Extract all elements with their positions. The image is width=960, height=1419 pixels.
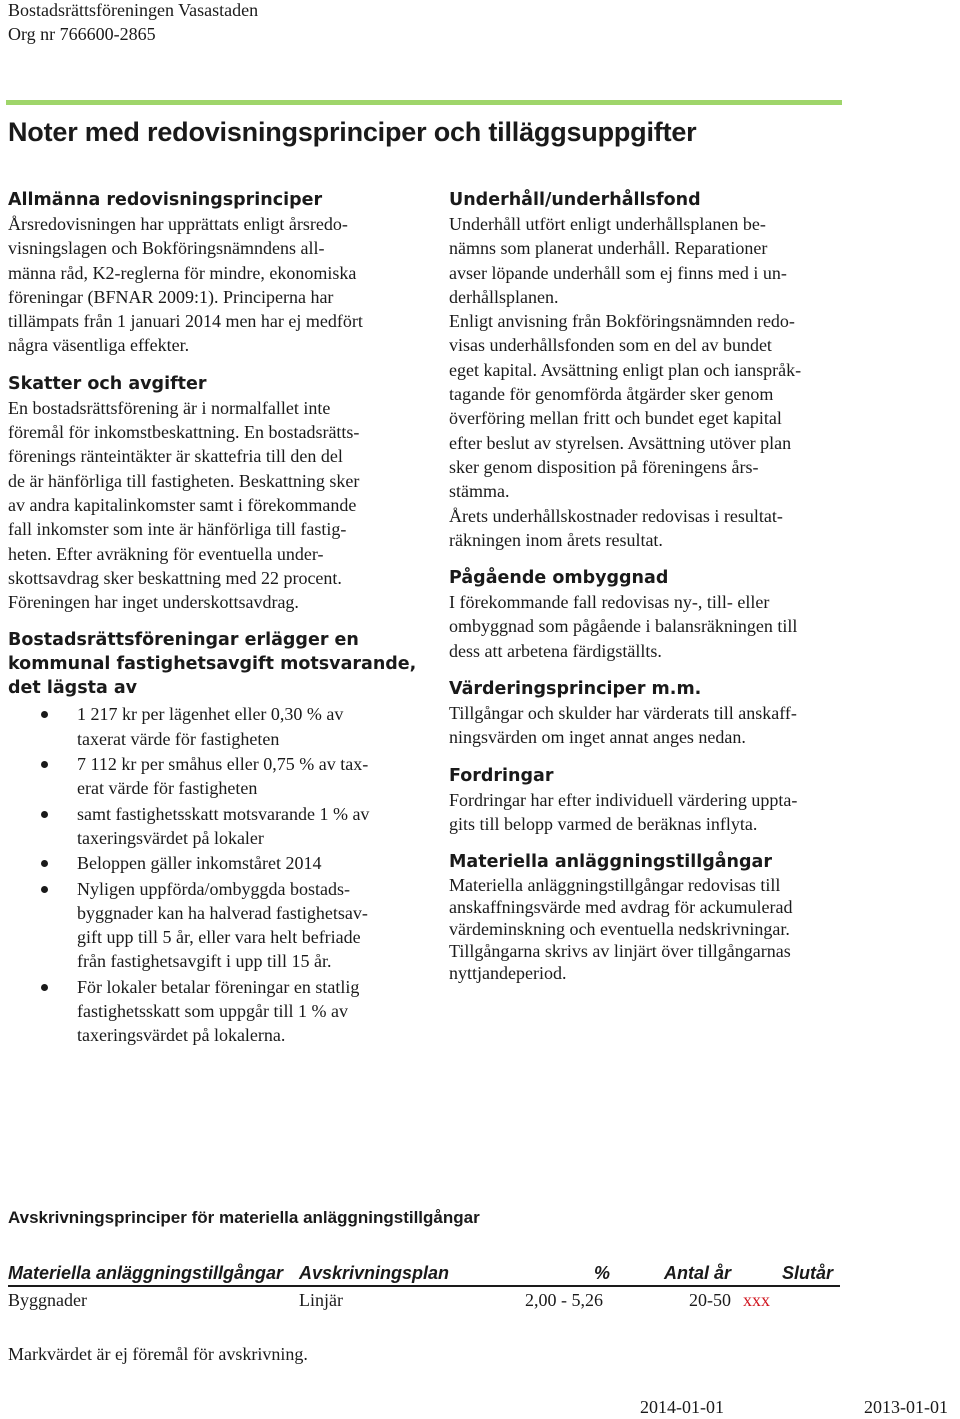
bullet-icon xyxy=(41,984,48,991)
section-heading: Underhåll/underhållsfond xyxy=(449,190,701,210)
paragraph: Materiella anläggningstillgångar redovisas till anskaffningsvärde med avdrag för ackumulerad värdeminskning och eventuella nedskrivningar. Tillgångarna skrivs av linjärt över tillgångarnas nyttjandeperiod. xyxy=(449,875,793,984)
section-heading: Fordringar xyxy=(449,765,554,786)
right-column xyxy=(449,188,879,984)
section-property-fee xyxy=(8,628,433,1047)
left-column xyxy=(8,188,433,1049)
column-header-years: Antal år xyxy=(664,1263,732,1283)
section-heading: Bostadsrättsföreningar erlägger en kommunal fastighetsavgift motsvarande, det lägsta av xyxy=(8,630,417,699)
list-item: Nyligen uppförda/ombyggda bostads- byggnader kan ha halverad fastighetsav- gift upp till 5 år, eller vara helt befriade från fastighetsavgift i upp till 15 år. xyxy=(8,877,433,974)
section-receivables xyxy=(449,764,879,837)
table-header-rule xyxy=(8,1285,840,1287)
paragraph: Fordringar har efter individuell värdering uppta- gits till belopp varmed de beräknas inflyta. xyxy=(449,789,798,834)
column-header-asset: Materiella anläggningstillgångar xyxy=(8,1263,284,1283)
list-item: För lokaler betalar föreningar en statlig fastighetsskatt som uppgår till 1 % av taxeringsvärdet på lokalerna. xyxy=(8,975,433,1048)
section-heading: Värderingsprinciper m.m. xyxy=(449,679,702,700)
section-heading: Skatter och avgifter xyxy=(8,373,207,394)
column-header-end-year: Slutår xyxy=(782,1263,834,1283)
column-date-current: 2014-01-01 xyxy=(640,1397,724,1417)
bullet-icon xyxy=(41,886,48,893)
org-name: Bostadsrättsföreningen Vasastaden xyxy=(8,0,259,20)
paragraph: Underhåll utfört enligt underhållsplanen be- nämns som planerat underhåll. Reparationer avser löpande underhåll som ej finns med i un- derhållsplanen. Enligt anvisning från Bokföringsnämnden redo- visas underhållsfonden som en del av bundet eget kapital. Avsättning enligt plan och ianspråk- tagande för genomförda åtgärder sker genom överföring mellan fritt och bundet eget kapital efter beslut av styrelsen. Avsättning utöver plan sker genom disposition på föreningens års- stämma. Årets underhållskostnader redovisas i resultat- räkningen inom årets resultat. xyxy=(449,214,802,550)
cell-percent: 2,00 - 5,26 xyxy=(525,1290,603,1310)
section-maintenance xyxy=(449,188,879,552)
paragraph: I förekommande fall redovisas ny-, till- eller ombyggnad som pågående i balansräkningen till dess att arbetena färdigställts. xyxy=(449,592,798,661)
section-taxes xyxy=(8,372,433,615)
section-heading: Allmänna redovisningsprinciper xyxy=(8,190,323,210)
list-item: 1 217 kr per lägenhet eller 0,30 % av taxerat värde för fastigheten xyxy=(8,702,433,751)
bullet-icon xyxy=(41,811,48,818)
bullet-icon xyxy=(41,711,48,718)
bullet-icon xyxy=(41,761,48,768)
section-heading: Materiella anläggningstillgångar xyxy=(449,852,772,873)
paragraph: En bostadsrättsförening är i normalfallet inte föremål för inkomstbeskattning. En bostadsrätts- förenings ränteintäkter är skattefria till den del de är hänförliga till fastigheten. Beskattning sker av andra kapitalinkomster samt i förekommande fall inkomster som inte är hänförliga till fastig- heten. Efter avräkning för eventuella under- skottsavdrag sker beskattning med 22 procent. Föreningen har inget underskottsavdrag. xyxy=(8,397,360,613)
cell-years: 20-50 xyxy=(689,1290,731,1310)
cell-plan: Linjär xyxy=(299,1290,343,1310)
section-valuation xyxy=(449,677,879,750)
cell-end-year: xxx xyxy=(743,1290,770,1310)
section-ongoing-rebuild xyxy=(449,566,879,663)
header-rule xyxy=(6,100,842,105)
list-item: 7 112 kr per småhus eller 0,75 % av tax- erat värde för fastigheten xyxy=(8,752,433,801)
fee-bullet-list xyxy=(8,702,433,1047)
land-value-note: Markvärdet är ej föremål för avskrivning. xyxy=(8,1344,308,1364)
section-tangible-assets xyxy=(449,850,879,984)
section-heading: Pågående ombyggnad xyxy=(449,568,669,589)
section-general-principles xyxy=(8,188,433,358)
cell-asset: Byggnader xyxy=(8,1290,87,1310)
column-date-previous: 2013-01-01 xyxy=(864,1397,948,1417)
paragraph: Tillgångar och skulder har värderats till anskaff- ningsvärden om inget annat anges nedan. xyxy=(449,703,797,748)
depreciation-heading: Avskrivningsprinciper för materiella anläggningstillgångar xyxy=(8,1208,480,1227)
paragraph: Årsredovisningen har upprättats enligt årsredo- visningslagen och Bokföringsnämndens all- männa råd, K2-reglerna för mindre, ekonomiska föreningar (BFNAR 2009:1). Principerna har tillämpats från 1 januari 2014 men har ej medfört några väsentliga effekter. xyxy=(8,214,363,356)
column-header-percent: % xyxy=(594,1263,611,1283)
bullet-icon xyxy=(41,860,48,867)
page-title: Noter med redovisningsprinciper och tilläggsuppgifter xyxy=(8,117,697,147)
org-number: Org nr 766600-2865 xyxy=(8,24,156,44)
column-header-plan: Avskrivningsplan xyxy=(299,1263,450,1283)
list-item: samt fastighetsskatt motsvarande 1 % av taxeringsvärdet på lokaler xyxy=(8,802,433,851)
list-item: Beloppen gäller inkomståret 2014 xyxy=(8,851,433,875)
